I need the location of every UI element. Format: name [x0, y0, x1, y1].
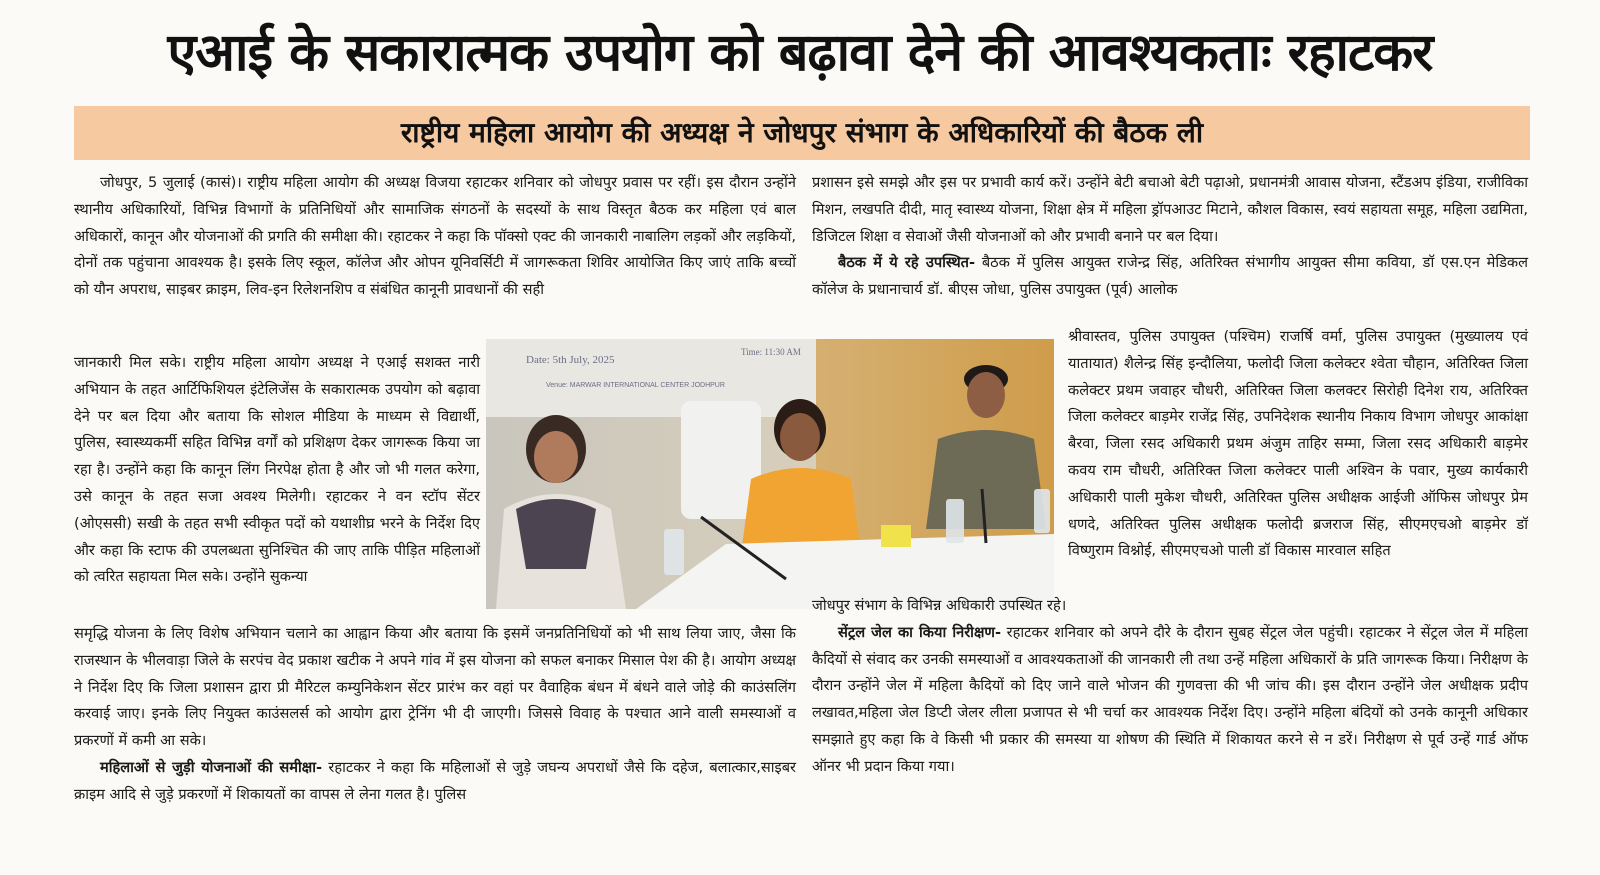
article-column-left-mid: [74, 350, 480, 591]
person-left-face: [534, 431, 578, 483]
person-left-shawl: [516, 499, 596, 569]
jail-body: रहाटकर शनिवार को अपने दौरे के दौरान सुबह सेंट्रल जेल पहुंची। रहाटकर ने सेंट्रल जेल में महिला कैदियों से संवाद कर उनकी समस्याओं व आवश्यकताओं की जानकारी ली तथा उन्हें महिला अधिकारों के प्रति जागरूक किया। निरीक्षण के दौरान उन्होंने जेल में महिला कैदियों को दिए जाने वाले भोजन की गुणवत्ता की भी जांच की। इस दौरान उन्होंने जेल अधीक्षक प्रदीप लखावत,महिला जेल डिप्टी जेलर लीला प्रजापत से भी चर्चा कर आवश्यक निर्देश दिए। उन्होंने महिला बंदियों को उनके कानूनी अधिकार समझाते हुए कहा कि वे किसी भी प्रकार की समस्या या शोषण की स्थिति में शिकायत करने से न डरें। निरीक्षण से पूर्व उन्हें गार्ड ऑफ ऑनर भी प्रदान किया गया।: [812, 623, 1528, 775]
paragraph-present-c: जोधपुर संभाग के विभिन्न अधिकारी उपस्थित रहे।: [812, 597, 1067, 614]
article-column-right-top: [812, 170, 1528, 304]
water-bottle-right: [946, 499, 964, 543]
article-column-right-mid: [1068, 324, 1528, 565]
paragraph-present-b: श्रीवास्तव, पुलिस उपायुक्त (पश्चिम) राजर्षि वर्मा, पुलिस उपायुक्त (मुख्यालय एवं यातायात) शैलेन्द्र सिंह इन्दौलिया, फलोदी जिला कलेक्टर श्वेता चौहान, अतिरिक्त जिला कलेक्टर प्रथम जवाहर चौधरी, अतिरिक्त जिला कलक्टर सिरोही दिनेश राय, अतिरिक्त जिला कलेक्टर बाड़मेर राजेंद्र सिंह, उपनिदेशक स्थानीय निकाय विभाग जोधपुर आकांक्षा बैरवा, जिला रसद अधिकारी प्रथम अंजुम ताहिर सम्मा, जिला रसद अधिकारी बाड़मेर कवय राम चौधरी, अतिरिक्त जिला कलेक्टर पाली अश्विन के पवार, मुख्य कार्यकारी अधिकारी पाली मुकेश चौधरी, अतिरिक्त पुलिस अधीक्षक आईजी ऑफिस जोधपुर प्रेम धणदे, अतिरिक्त पुलिस अधीक्षक फलोदी ब्रजराज सिंह, सीएमएचओ बाड़मेर डॉ विष्णुराम विश्नोई, सीएमएचओ पाली डॉ विकास मारवाल सहित: [1068, 328, 1528, 560]
person-right-face: [967, 372, 1005, 418]
yellow-folder: [881, 525, 911, 547]
banner-venue: Venue: MARWAR INTERNATIONAL CENTER JODHPUR: [546, 382, 725, 389]
article-column-left-top: [74, 170, 796, 304]
present-heading: बैठक में ये रहे उपस्थित-: [838, 254, 976, 272]
banner-time: Time: 11:30 AM: [741, 347, 801, 357]
meeting-photo: [486, 339, 1054, 609]
subheadline: राष्ट्रीय महिला आयोग की अध्यक्ष ने जोधपुर संभाग के अधिकारियों की बैठक ली: [400, 116, 1204, 149]
paragraph-intro: जोधपुर, 5 जुलाई (कासं)। राष्ट्रीय महिला आयोग की अध्यक्ष विजया रहाटकर शनिवार को जोधपुर प्रवास पर रहीं। इस दौरान उन्होंने स्थानीय अधिकारियों, विभिन्न विभागों के प्रतिनिधियों और सामाजिक संगठनों के सदस्यों के साथ विस्तृत बैठक कर महिला एवं बाल अधिकारों, कानून और योजनाओं की प्रगति की समीक्षा की। रहाटकर ने कहा कि पॉक्सो एक्ट की जानकारी नाबालिग लड़कों और लड़कियों, दोनों तक पहुंचाना आवश्यक है। इसके लिए स्कूल, कॉलेज और ओपन यूनिवर्सिटी में जागरूकता शिविर आयोजित किए जाएं ताकि बच्चों को यौन अपराध, साइबर क्राइम, लिव-इन रिलेशनशिप व संबंधित कानूनी प्रावधानों की सही: [74, 174, 796, 299]
headline: एआई के सकारात्मक उपयोग को बढ़ावा देने की आवश्यकताः रहाटकर: [167, 23, 1433, 83]
paragraph-ai: जानकारी मिल सके। राष्ट्रीय महिला आयोग अध्यक्ष ने एआई सशक्त नारी अभियान के तहत आर्टिफिशियल इंटेलिजेंस के सकारात्मक उपयोग को बढ़ावा देने पर बल दिया और बताया कि सोशल मीडिया के माध्यम से विद्यार्थी, पुलिस, स्वास्थ्यकर्मी सहित विभिन्न वर्गों को प्रशिक्षण देकर जागरूक किया जा रहा है। उन्होंने कहा कि कानून लिंग निरपेक्ष होता है और जो भी गलत करेगा, उसे कानून के तहत सजा अवश्य मिलेगी। रहाटकर ने वन स्टॉप सेंटर (ओएससी) सखी के तहत सभी स्वीकृत पदों को यथाशीघ्र भरने के निर्देश दिए और कहा कि स्टाफ की उपलब्धता सुनिश्चित की जाए ताकि पीड़ित महिलाओं को त्वरित सहायता मिल सके। उन्होंने सुकन्या: [74, 354, 480, 586]
subheadline-banner: [74, 106, 1530, 160]
scheme-heading: महिलाओं से जुड़ी योजनाओं की समीक्षा-: [100, 758, 323, 776]
water-bottle-left: [664, 529, 684, 575]
paragraph-schemes: [74, 755, 796, 809]
water-bottle-far-right: [1034, 489, 1050, 533]
banner-date: Date: 5th July, 2025: [526, 354, 615, 366]
scheme-body: रहाटकर ने कहा कि महिलाओं से जुड़े जघन्य अपराधों जैसे कि दहेज, बलात्कार,साइबर क्राइम आदि से जुड़े प्रकरणों में शिकायतों का वापस ले लेना गलत है। पुलिस: [74, 758, 797, 803]
paragraph-schemes-cont: प्रशासन इसे समझे और इस पर प्रभावी कार्य करें। उन्होंने बेटी बचाओ बेटी पढ़ाओ, प्रधानमंत्री आवास योजना, स्टैंडअप इंडिया, राजीविका मिशन, लखपति दीदी, मातृ स्वास्थ्य योजना, शिक्षा क्षेत्र में महिला ड्रॉपआउट मिटाने, कौशल विकास, स्वयं सहायता समूह, महिला उद्यमिता, डिजिटल शिक्षा व सेवाओं जैसी योजनाओं को और प्रभावी बनाने पर बल दिया।: [812, 174, 1528, 245]
paragraph-jail: [812, 620, 1528, 781]
present-body-a: बैठक में पुलिस आयुक्त राजेन्द्र सिंह, अतिरिक्त संभागीय आयुक्त सीमा कविया, डॉ एस.एन मेडिकल कॉलेज के प्रधानाचार्य डॉ. बीएस जोधा, पुलिस उपायुक्त (पूर्व) आलोक: [812, 254, 1529, 299]
jail-heading: सेंट्रल जेल का किया निरीक्षण-: [838, 623, 1002, 641]
article-column-right-bottom: [812, 593, 1528, 781]
person-center-face: [780, 413, 820, 461]
paragraph-sukanya: समृद्धि योजना के लिए विशेष अभियान चलाने का आह्वान किया और बताया कि इसमें जनप्रतिनिधियों को भी साथ लिया जाए, जैसा कि राजस्थान के भीलवाड़ा जिले के सरपंच वेद प्रकाश खटीक ने अपने गांव में इस योजना को सफल बनाकर मिसाल पेश की है। आयोग अध्यक्ष ने निर्देश दिए कि जिला प्रशासन द्वारा प्री मैरिटल कम्युनिकेशन सेंटर प्रारंभ कर वहां पर वैवाहिक बंधन में बंधने वाले जोड़े की काउंसलिंग करवाई जाए। इनके लिए नियुक्त काउंसलर्स को आयोग द्वारा ट्रेनिंग भी दी जाएगी। जिससे विवाह के पश्चात आने वाली समस्याओं व प्रकरणों में कमी आ सके।: [74, 625, 796, 750]
meeting-photo-graphic: [486, 339, 1054, 609]
person-right-uniform: [926, 430, 1046, 529]
paragraph-present-a: [812, 250, 1528, 304]
article-column-left-bottom: [74, 621, 796, 809]
